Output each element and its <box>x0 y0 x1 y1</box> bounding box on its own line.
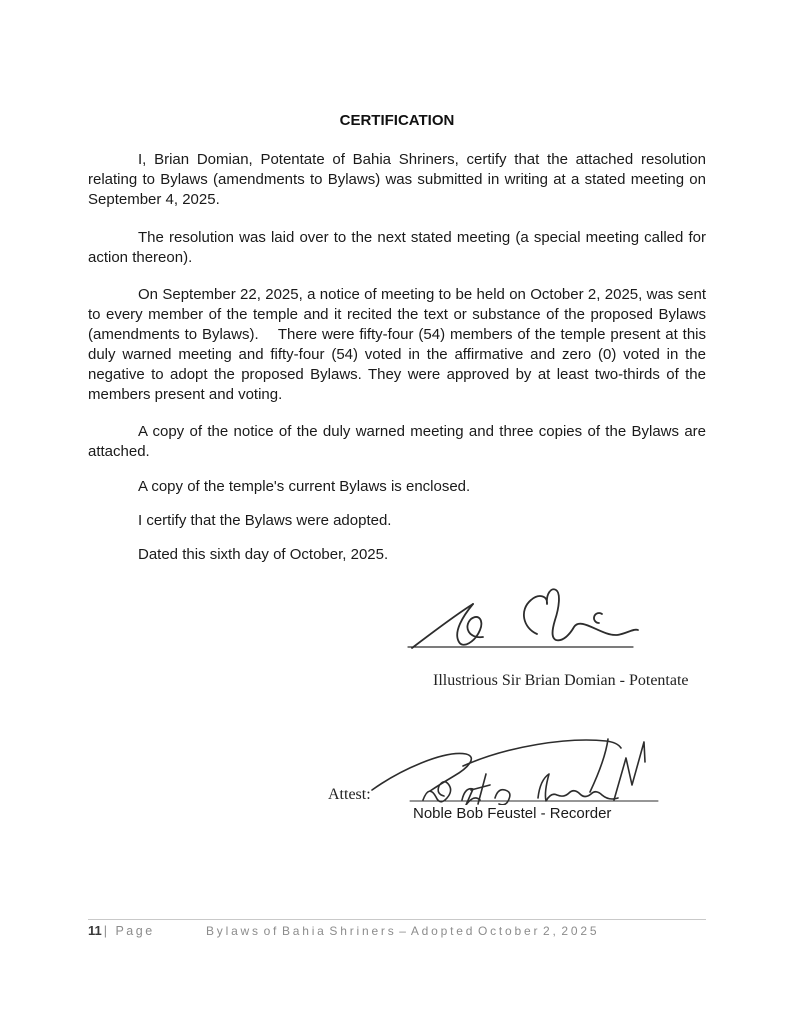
footer-page-number: 11 <box>88 923 102 938</box>
page-title <box>88 112 706 129</box>
paragraph-dated: Dated this sixth day of October, 2025. <box>138 546 389 563</box>
attest-label: Attest: <box>328 786 371 803</box>
recorder-signature-caption: Noble Bob Feustel - Recorder <box>413 805 612 822</box>
footer-page-word: | Page <box>103 924 155 938</box>
potentate-signature-caption: Illustrious Sir Brian Domian - Potentate <box>433 672 689 689</box>
paragraph-certify-adopted: I certify that the Bylaws were adopted. <box>138 512 392 529</box>
paragraph-certify: I, Brian Domian, Potentate of Bahia Shriners, certify that the attached resolution relating to Bylaws (amendments to Bylaws) was submitted in writing at a stated meeting on September 4, 2025. <box>88 151 706 208</box>
footer-document-title: Bylaws of Bahia Shriners – Adopted October 2, 2025 <box>206 924 600 938</box>
footer-page-indicator <box>88 923 155 938</box>
recorder-signature-ink-icon <box>368 730 673 805</box>
paragraph-laid-over: The resolution was laid over to the next stated meeting (a special meeting called for action thereon). <box>88 229 706 266</box>
potentate-signature-ink-icon <box>405 582 645 650</box>
page-title-text: CERTIFICATION <box>339 112 455 129</box>
paragraph-notice-vote: On September 22, 2025, a notice of meeting to be held on October 2, 2025, was sent to every member of the temple and it recited the text or substance of the proposed Bylaws (amendments to Bylaws). There were fifty-four (54) members of the temple present at this duly warned meeting and fifty-four (54) voted in the affirmative and zero (0) voted in the negative to adopt the proposed Bylaws. They were approved by at least two-thirds of the members present and voting. <box>88 286 706 403</box>
paragraph-current-bylaws: A copy of the temple's current Bylaws is enclosed. <box>138 478 471 495</box>
paragraph-copies-attached: A copy of the notice of the duly warned meeting and three copies of the Bylaws are attached. <box>88 423 706 460</box>
footer-divider <box>88 919 706 920</box>
